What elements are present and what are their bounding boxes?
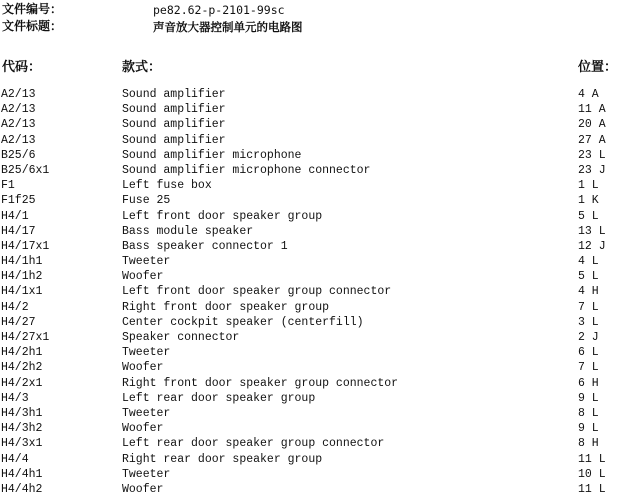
component-code: B25/6x1 [1, 163, 50, 177]
component-description: Bass speaker connector 1 [122, 239, 288, 253]
component-code: H4/27x1 [1, 331, 50, 344]
table-row [0, 117, 631, 132]
component-position: 27 A [578, 133, 606, 147]
component-description: Sound amplifier microphone [122, 148, 302, 162]
component-position: 4 A [578, 88, 599, 101]
component-code: H4/2h2 [1, 361, 43, 375]
component-position: 7 L [578, 361, 599, 375]
component-description: Tweeter [122, 255, 171, 269]
component-description: Sound amplifier microphone connector [122, 163, 371, 177]
component-code: A2/13 [1, 118, 36, 132]
column-header-description: 款式： [122, 60, 162, 75]
component-position: 11 L [578, 452, 606, 466]
component-description: Tweeter [122, 467, 171, 481]
component-position: 7 L [578, 300, 599, 314]
component-code: F1 [1, 179, 15, 193]
component-position: 6 H [578, 376, 599, 390]
component-description: Bass module speaker [122, 224, 254, 238]
component-description: Speaker connector [122, 331, 240, 344]
table-row [0, 224, 631, 239]
table-row [0, 467, 631, 482]
table-row [0, 193, 631, 208]
column-header-code: 代码： [2, 60, 42, 75]
component-code: H4/1x1 [1, 285, 43, 299]
table-row [0, 315, 631, 330]
component-code: A2/13 [1, 88, 36, 101]
component-position: 23 J [578, 163, 606, 177]
table-row [0, 436, 631, 451]
table-row [0, 102, 631, 117]
component-position: 20 A [578, 118, 606, 132]
component-code: H4/3h2 [1, 422, 43, 436]
component-position: 5 L [578, 209, 599, 223]
component-position: 11 L [578, 482, 606, 496]
component-position: 8 L [578, 406, 599, 420]
component-description: Center cockpit speaker (centerfill) [122, 315, 364, 329]
component-position: 8 H [578, 437, 599, 451]
component-code: A2/13 [1, 133, 36, 147]
component-description: Woofer [122, 422, 164, 436]
table-row [0, 269, 631, 284]
component-code: H4/1h1 [1, 255, 43, 269]
component-description: Tweeter [122, 406, 171, 420]
component-position: 6 L [578, 346, 599, 360]
component-position: 5 L [578, 270, 599, 284]
table-row [0, 133, 631, 148]
component-position: 13 L [578, 224, 606, 238]
table-row [0, 178, 631, 193]
component-description: Left rear door speaker group [122, 391, 316, 405]
table-row [0, 406, 631, 421]
component-position: 11 A [578, 103, 606, 117]
table-row [0, 87, 631, 102]
component-code: B25/6 [1, 148, 36, 162]
component-code: H4/1 [1, 209, 29, 223]
component-description: Sound amplifier [122, 88, 226, 101]
table-row [0, 254, 631, 269]
table-row [0, 163, 631, 178]
table-row [0, 148, 631, 163]
component-description: Tweeter [122, 346, 171, 360]
doc-number-label: 文件编号： [2, 2, 63, 16]
legend-table [0, 87, 631, 497]
component-code: F1f25 [1, 194, 36, 208]
component-position: 3 L [578, 315, 599, 329]
component-code: H4/1h2 [1, 270, 43, 284]
doc-title-value: 声音放大器控制单元的电路图 [153, 20, 303, 34]
component-code: H4/17x1 [1, 239, 50, 253]
column-header-position: 位置： [578, 60, 618, 75]
component-description: Left rear door speaker group connector [122, 437, 385, 451]
component-description: Woofer [122, 270, 164, 284]
table-row [0, 300, 631, 315]
doc-title-label: 文件标题： [2, 19, 63, 33]
component-code: H4/4h2 [1, 482, 43, 496]
component-description: Sound amplifier [122, 103, 226, 117]
table-row [0, 360, 631, 375]
table-row [0, 452, 631, 467]
table-row [0, 421, 631, 436]
component-position: 12 J [578, 239, 606, 253]
component-description: Right front door speaker group [122, 300, 330, 314]
component-description: Right rear door speaker group [122, 452, 323, 466]
component-position: 1 L [578, 179, 599, 193]
table-row [0, 209, 631, 224]
component-code: A2/13 [1, 103, 36, 117]
component-description: Woofer [122, 361, 164, 375]
table-row [0, 482, 631, 497]
component-code: H4/3 [1, 391, 29, 405]
component-position: 10 L [578, 467, 606, 481]
component-description: Fuse 25 [122, 194, 171, 208]
component-description: Sound amplifier [122, 133, 226, 147]
table-row [0, 239, 631, 254]
component-code: H4/27 [1, 315, 36, 329]
table-row [0, 284, 631, 299]
component-description: Sound amplifier [122, 118, 226, 132]
component-description: Right front door speaker group connector [122, 376, 399, 390]
component-position: 2 J [578, 331, 599, 344]
component-description: Left fuse box [122, 179, 212, 193]
table-row [0, 376, 631, 391]
component-code: H4/3x1 [1, 437, 43, 451]
component-code: H4/2h1 [1, 346, 43, 360]
component-position: 23 L [578, 148, 606, 162]
component-code: H4/4h1 [1, 467, 43, 481]
component-position: 4 H [578, 285, 599, 299]
component-description: Left front door speaker group [122, 209, 323, 223]
doc-number-value: pe82.62-p-2101-99sc [153, 3, 285, 17]
component-code: H4/17 [1, 224, 36, 238]
component-code: H4/4 [1, 452, 29, 466]
table-row [0, 330, 631, 345]
component-description: Woofer [122, 482, 164, 496]
component-code: H4/2 [1, 300, 29, 314]
component-description: Left front door speaker group connector [122, 285, 392, 299]
component-position: 9 L [578, 391, 599, 405]
component-position: 4 L [578, 255, 599, 269]
component-code: H4/3h1 [1, 406, 43, 420]
component-position: 9 L [578, 422, 599, 436]
table-row [0, 345, 631, 360]
component-position: 1 K [578, 194, 599, 208]
table-row [0, 391, 631, 406]
component-code: H4/2x1 [1, 376, 43, 390]
